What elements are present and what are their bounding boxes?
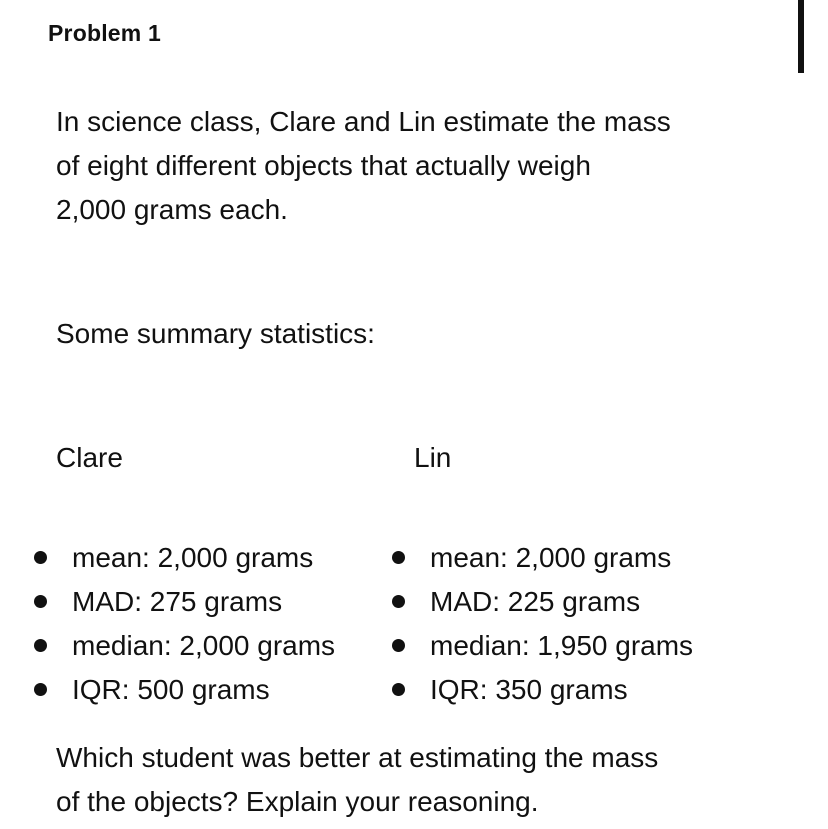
question-line: Which student was better at estimating the mass [56,742,659,773]
lin-heading: Lin [414,442,452,473]
list-item [32,624,335,668]
summary-label: Some summary statistics: [56,318,375,349]
bullet-icon [34,595,47,608]
stat-text: mean: 2,000 grams [72,542,314,573]
lin-stats-list [390,536,693,712]
clare-stats-list [32,536,335,712]
bullet-icon [392,551,405,564]
list-item [32,580,335,624]
bullet-icon [392,595,405,608]
question-paragraph [56,736,756,824]
intro-line: of eight different objects that actually weigh [56,150,591,181]
intro-line: In science class, Clare and Lin estimate the mass [56,106,671,137]
problem-title: Problem 1 [48,20,162,46]
stat-text: MAD: 275 grams [72,586,283,617]
stat-text: median: 1,950 grams [430,630,694,661]
list-item [390,624,693,668]
list-item [32,536,335,580]
list-item [390,668,693,712]
clare-heading: Clare [56,442,123,473]
list-item [32,668,335,712]
stat-text: median: 2,000 grams [72,630,336,661]
list-item [390,536,693,580]
stat-text: IQR: 500 grams [72,674,270,705]
stat-text: IQR: 350 grams [430,674,628,705]
bullet-icon [34,639,47,652]
intro-paragraph [56,100,736,232]
stat-text: MAD: 225 grams [430,586,641,617]
bullet-icon [392,639,405,652]
bullet-icon [34,551,47,564]
intro-line: 2,000 grams each. [56,194,288,225]
bullet-icon [392,683,405,696]
question-line: of the objects? Explain your reasoning. [56,786,539,817]
list-item [390,580,693,624]
stat-text: mean: 2,000 grams [430,542,672,573]
bullet-icon [34,683,47,696]
scrollbar-marker[interactable] [798,0,804,73]
